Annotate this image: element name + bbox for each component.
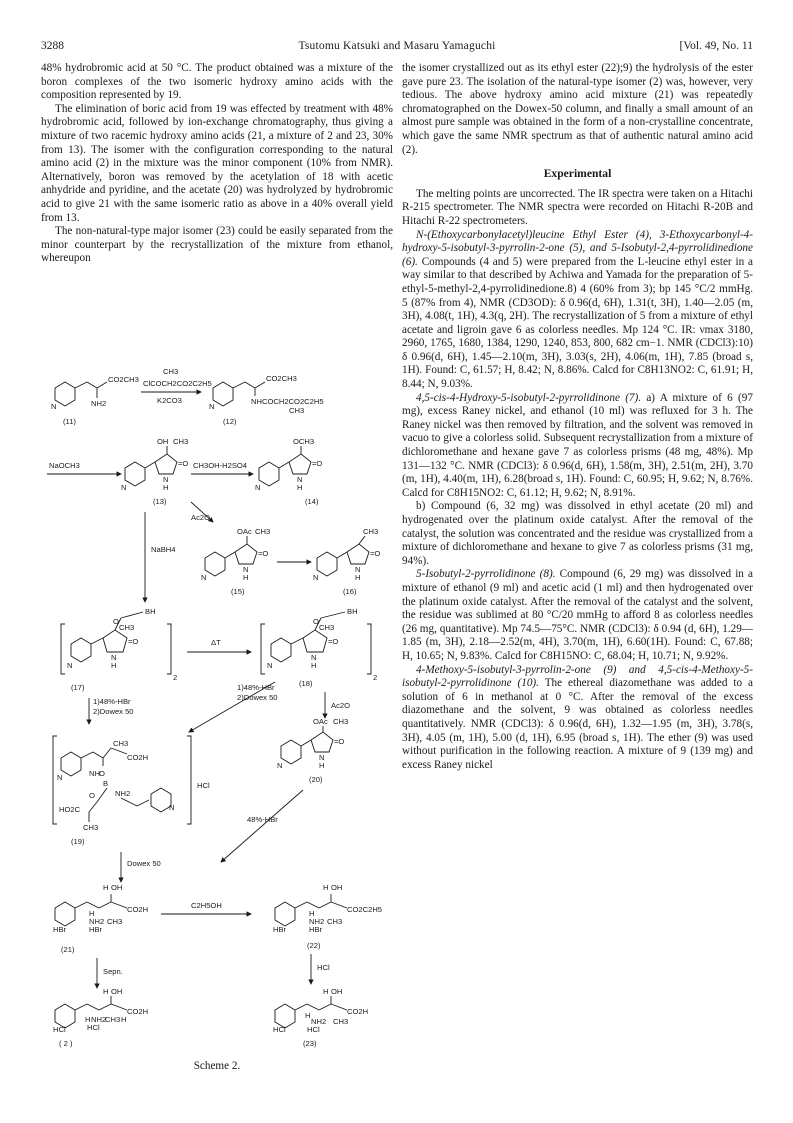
svg-text:BH: BH: [145, 607, 156, 616]
label-22: (22): [307, 941, 321, 950]
svg-text:2: 2: [373, 673, 378, 682]
right-paragraph-2: The melting points are uncorrected. The IR spectra were taken on a Hitachi R-215 spectrometer. The NMR spectra were recorded on Hitachi R-20B and Hitachi R-22 spectrometers.: [402, 187, 753, 227]
svg-text:NHCOCH2CO2C2H5: NHCOCH2CO2C2H5: [251, 397, 324, 406]
svg-text:N: N: [319, 753, 325, 762]
label-21: (21): [61, 945, 75, 954]
compound-text-9-10: The ethereal diazomethane was added to a solution of 6 in methanol at 0 °C. After the removal of the excess diazomethane and the solvent, 9 was obtained as colorless needles quantitatively. NMR (CDCl3): δ 0.96(d, 6H), 1.32—1.95 (m, 3H), 3.78(s, 3H), 4.05 (m, 1H), 5.00 (d, 1H), 6.95 (broad s, 1H). The ether (9) was used without purification in the following reaction. A mixture of 9 (139 mg) and excess Raney nickel: [402, 677, 753, 771]
svg-text:CH3: CH3: [105, 1015, 121, 1024]
label-14: (14): [305, 497, 319, 506]
reagent-6: ΔT: [211, 638, 221, 647]
svg-text:B: B: [103, 779, 109, 788]
reagent-8b: 2)Dowex 50: [237, 693, 278, 702]
left-paragraph-3: The non-natural-type major isomer (23) could be easily separated from the minor counterpart by the recrystallization of the mixture from ethanol, whereupon: [41, 225, 393, 265]
svg-text:CO2C2H5: CO2C2H5: [347, 905, 383, 914]
svg-text:NH: NH: [89, 769, 100, 778]
svg-text:H: H: [323, 987, 329, 996]
reagent-2: NaOCH3: [49, 461, 80, 470]
svg-text:HCl: HCl: [53, 1025, 66, 1034]
reagent-9: Ac2O: [331, 701, 350, 710]
right-paragraph-4: [402, 392, 753, 501]
svg-text:O: O: [89, 791, 95, 800]
label-15: (15): [231, 587, 245, 596]
label-13: (13): [153, 497, 167, 506]
label-17: (17): [71, 683, 85, 692]
compound-22: [273, 883, 382, 950]
svg-text:H: H: [89, 909, 95, 918]
svg-text:CH3: CH3: [113, 739, 129, 748]
journal-volume: [Vol. 49, No. 11: [679, 40, 753, 52]
svg-text:H: H: [85, 1015, 91, 1024]
section-title-experimental: Experimental: [543, 167, 612, 181]
svg-text:HBr: HBr: [309, 925, 323, 934]
svg-text:N: N: [267, 661, 273, 670]
label-23: (23): [303, 1039, 317, 1048]
svg-text:N: N: [255, 483, 261, 492]
svg-text:H: H: [121, 1015, 127, 1024]
svg-text:OH: OH: [157, 437, 169, 446]
compound-heading-9-10: 4-Methoxy-5-isobutyl-3-pyrrolin-2-one (9) and 4,5-cis-4-Methoxy-5-isobutyl-2-pyrrolidinone (10).: [402, 663, 753, 690]
svg-text:O: O: [99, 769, 105, 778]
svg-text:N: N: [311, 653, 317, 662]
svg-text:CH3: CH3: [333, 717, 349, 726]
reagent-12: C2H5OH: [191, 901, 222, 910]
svg-text:HCl: HCl: [307, 1025, 320, 1034]
svg-text:CO2H: CO2H: [127, 1007, 149, 1016]
reagent-1b: K2CO3: [157, 396, 182, 405]
running-authors: Tsutomu Katsuki and Masaru Yamaguchi: [298, 40, 496, 52]
left-paragraph-1: 48% hydrobromic acid at 50 °C. The product obtained was a mixture of the boron complexes of the two isomeric hydroxy amino acids with the composition represented by 19.: [41, 62, 393, 102]
svg-text:CH3: CH3: [289, 406, 305, 415]
label-18: (18): [299, 679, 313, 688]
svg-text:HCl: HCl: [273, 1025, 286, 1034]
svg-text:H: H: [103, 883, 109, 892]
svg-text:OH: OH: [111, 883, 123, 892]
svg-text:H: H: [323, 883, 329, 892]
svg-text:CO2H: CO2H: [127, 753, 149, 762]
svg-text:=O: =O: [334, 737, 345, 746]
compound-16: [313, 527, 380, 596]
svg-text:BH: BH: [347, 607, 358, 616]
compound-17: [61, 607, 177, 692]
svg-text:H: H: [305, 1011, 311, 1020]
compound-12: [209, 374, 324, 426]
svg-text:=O: =O: [370, 549, 381, 558]
svg-text:CH3: CH3: [107, 917, 123, 926]
compound-text-7a: a) A mixture of 6 (97 mg), excess Raney nickel, and ethanol (10 ml) was refluxed for 3 h. The Raney nickel was then removed by filtration, and the solvent was removed in vacuo to give a colorless solid. Subsequent recrystallization from a mixture of dichloromethane and hexane gave 7 as colorless prisms (48 mg, 48%). Mp 131—132 °C. NMR (CDCl3): δ 0.96(d, 6H), 1.58(m, 3H), 2.51(m, 2H), 3.70 (m, 1H), 4.40(m, 1H), 6.28(broad s, 1H). Found: C, 60.95; H, 9.62; N, 8.76%. Calcd for C8H15NO2: C, 61.12; H, 9.62; N, 8.91%.: [402, 391, 753, 499]
label-19: (19): [71, 837, 85, 846]
svg-text:N: N: [169, 803, 175, 812]
svg-text:N: N: [243, 565, 249, 574]
label-20: (20): [309, 775, 323, 784]
svg-text:N: N: [209, 402, 215, 411]
svg-text:CH3: CH3: [327, 917, 343, 926]
compound-19: [53, 736, 210, 846]
svg-text:NH2: NH2: [311, 1017, 327, 1026]
svg-text:2: 2: [173, 673, 178, 682]
reagent-14: HCl: [317, 963, 330, 972]
compound-23: [273, 987, 368, 1048]
svg-text:OAc: OAc: [313, 717, 328, 726]
svg-text:N: N: [51, 402, 57, 411]
svg-text:H: H: [103, 987, 109, 996]
svg-text:NH2: NH2: [91, 399, 107, 408]
reagent-7b: 2)Dowex 50: [93, 707, 134, 716]
svg-text:=O: =O: [328, 637, 339, 646]
svg-text:NH2: NH2: [309, 917, 325, 926]
svg-text:H: H: [319, 761, 325, 770]
right-paragraph-3: [402, 229, 753, 392]
right-column: [402, 62, 753, 772]
svg-text:CH3: CH3: [333, 1017, 349, 1026]
svg-text:CH3: CH3: [173, 437, 189, 446]
svg-text:CH3: CH3: [255, 527, 271, 536]
right-paragraph-6: [402, 568, 753, 663]
svg-text:OH: OH: [331, 987, 343, 996]
svg-text:OCH3: OCH3: [293, 437, 315, 446]
reagent-3: CH3OH-H2SO4: [193, 461, 248, 470]
compound-14: [255, 437, 322, 506]
scheme-caption: Scheme 2.: [193, 1060, 241, 1072]
svg-text:O: O: [113, 617, 119, 626]
svg-text:NH2: NH2: [115, 789, 131, 798]
label-12: (12): [223, 417, 237, 426]
svg-text:HBr: HBr: [273, 925, 287, 934]
svg-text:=O: =O: [258, 549, 269, 558]
svg-text:HCl: HCl: [87, 1023, 100, 1032]
svg-text:OH: OH: [331, 883, 343, 892]
svg-text:N: N: [163, 475, 169, 484]
svg-text:CH3: CH3: [319, 623, 335, 632]
svg-text:HBr: HBr: [89, 925, 103, 934]
svg-text:NH2: NH2: [91, 1015, 107, 1024]
svg-text:=O: =O: [128, 637, 139, 646]
compound-11: [51, 375, 139, 426]
arrow-20-21: [221, 790, 303, 862]
svg-text:N: N: [277, 761, 283, 770]
compound-20: [277, 717, 348, 784]
svg-text:HO2C: HO2C: [59, 805, 81, 814]
svg-text:H: H: [111, 661, 117, 670]
svg-text:H: H: [243, 573, 249, 582]
svg-text:N: N: [355, 565, 361, 574]
svg-text:N: N: [297, 475, 303, 484]
reagent-8a: 1)48%-HBr: [237, 683, 275, 692]
svg-text:HBr: HBr: [53, 925, 67, 934]
reagent-5: NaBH4: [151, 545, 176, 554]
reagent-11: Dowex 50: [127, 859, 161, 868]
right-paragraph-1: the isomer crystallized out as its ethyl ester (22);9) the hydrolysis of the ester gave pure 23. The isolation of the natural-type isomer (2) was, however, very tedious. The above hydroxy amino acid mixture (21) was repeatedly chromatographed on the Dowex-50 column, and finally a small amount of an almost pure sample was obtained in the form of a non-crystalline concentrate, which gave the same NMR spectrum as that of authentic natural amino acid (2).: [402, 62, 753, 156]
svg-text:H: H: [163, 483, 169, 492]
reagent-13: Sepn.: [103, 967, 123, 976]
svg-text:CH3: CH3: [163, 367, 179, 376]
label-2: ( 2 ): [59, 1039, 73, 1048]
reaction-scheme: [41, 362, 393, 1050]
compound-heading-7: 4,5-cis-4-Hydroxy-5-isobutyl-2-pyrrolidinone (7).: [416, 391, 642, 404]
reagent-10: 48%-HBr: [247, 815, 278, 824]
left-paragraph-2: The elimination of boric acid from 19 was effected by treatment with 48% hydrobromic acid, followed by ion-exchange chromatography, thus giving a mixture of two racemic hydroxy amino acids (21, a mixture of 2 and 23, 30% from 13). The isomer with the configuration corresponding to the natural amino acid (2) in the mixture was the minor component (10% from NMR). Alternatively, boron was removed by the acetylation of 18 with acetic anhydride and pyridine, and the acetate (20) was hydrolyzed by hydrobromic acid to give 21 with the same isomeric ratio as above in a 40% overall yield from 13.: [41, 102, 393, 224]
compound-13: [121, 437, 188, 506]
compound-text-8: Compound (6, 29 mg) was dissolved in a mixture of ethanol (9 ml) and acetic acid (1 ml) and then hydrogenated over the platinum oxide catalyst. After the removal of the catalyst and the solvent, the residue was sublimed at 80 °C/20 mmHg to afford 8 as colorless needles (26 mg, quantitative). Mp 74.5—75°C. NMR (CDCl3): δ 0.94 (d, 6H), 1.29—1.85 (m, 3H), 2.18—2.52(m, 4H), 3.70(m, 1H), 6.60(1H). Found: C, 67.88; H, 10.65; N, 9.83%. Calcd for C8H15NO: C, 68.04; H, 10.71; N, 9.92%.: [402, 568, 753, 662]
svg-text:N: N: [201, 573, 207, 582]
svg-text:CH3: CH3: [83, 823, 99, 832]
svg-text:N: N: [111, 653, 117, 662]
right-paragraph-5: b) Compound (6, 32 mg) was dissolved in ethyl acetate (20 ml) and hydrogenated over the platinum oxide catalyst. After the removal of the catalyst, the solution was concentrated and the residue was crystallized from a mixture of dichloromethane and hexane to give 7 as colorless prisms (31 mg, 94%).: [402, 500, 753, 567]
svg-text:O: O: [313, 617, 319, 626]
svg-text:CO2CH3: CO2CH3: [266, 374, 297, 383]
svg-text:HCl: HCl: [197, 781, 210, 790]
svg-text:CO2CH3: CO2CH3: [108, 375, 139, 384]
svg-text:=O: =O: [312, 459, 323, 468]
compound-heading-4-5-6: N-(Ethoxycarbonylacetyl)leucine Ethyl Ester (4), 3-Ethoxycarbonyl-4-hydroxy-5-isobutyl-3-pyrrolin-2-one (5), and 5-Isobutyl-2,4-pyrrolidinedione (6).: [402, 228, 753, 268]
svg-text:OAc: OAc: [237, 527, 252, 536]
left-column: [41, 62, 393, 266]
page-header: [41, 40, 753, 56]
svg-text:H: H: [311, 661, 317, 670]
svg-text:N: N: [57, 773, 63, 782]
compound-heading-8: 5-Isobutyl-2-pyrrolidinone (8).: [416, 568, 556, 581]
svg-text:CH3: CH3: [119, 623, 135, 632]
reagent-1a: ClCOCH2CO2C2H5: [143, 379, 212, 388]
right-paragraph-7: [402, 664, 753, 773]
svg-text:NH2: NH2: [89, 917, 105, 926]
svg-text:N: N: [313, 573, 319, 582]
svg-text:CO2H: CO2H: [127, 905, 149, 914]
reagent-7a: 1)48%-HBr: [93, 697, 131, 706]
svg-text:CH3: CH3: [363, 527, 379, 536]
compound-2: [53, 987, 148, 1048]
label-16: (16): [343, 587, 357, 596]
compound-21: [53, 883, 148, 954]
compound-18: [261, 607, 377, 688]
page-number: 3288: [41, 40, 64, 52]
svg-text:H: H: [309, 909, 315, 918]
compound-text-4-5-6: Compounds (4 and 5) were prepared from the L-leucine ethyl ester in a way similar to that described by Achiwa and Yamada for the preparation of 5-ethyl-5-methyl-2,4-pyrrolidinedione.8) 4 (60% from 3); bp 145 °C/2 mmHg. 5 (87% from 4), NMR (CD3OD): δ 0.96(d, 6H), 1.31(t, 3H), 1.40—2.05 (m, 3H), 4.08(t, 1H), 4.3(q, 2H). The recrystallization of 5 from a mixture of ethyl acetate and ligroin gave 6 as colorless needles. Mp 124 °C. IR: νmax 3180, 2960, 1765, 1680, 1384, 1290, 1240, 853, 800, 682 cm−1. NMR (CDCl3):10) δ 0.96(d, 6H), 1.45—2.10(m, 3H), 3.03(s, 2H), 4.06(m, 1H), 7.85 (broad s, 1H). Found: C, 61.57; H, 8.42; N, 8.86%. Calcd for C8H13NO2: C, 61.91; H, 8.44; N, 9.03%.: [402, 255, 754, 391]
svg-text:N: N: [121, 483, 127, 492]
compound-15: [201, 527, 270, 596]
svg-text:OH: OH: [111, 987, 123, 996]
label-11: (11): [63, 417, 76, 426]
reagent-4: Ac2O: [191, 513, 210, 522]
svg-text:=O: =O: [178, 459, 189, 468]
svg-text:H: H: [355, 573, 361, 582]
svg-text:N: N: [67, 661, 73, 670]
svg-text:CO2H: CO2H: [347, 1007, 369, 1016]
svg-text:H: H: [297, 483, 303, 492]
